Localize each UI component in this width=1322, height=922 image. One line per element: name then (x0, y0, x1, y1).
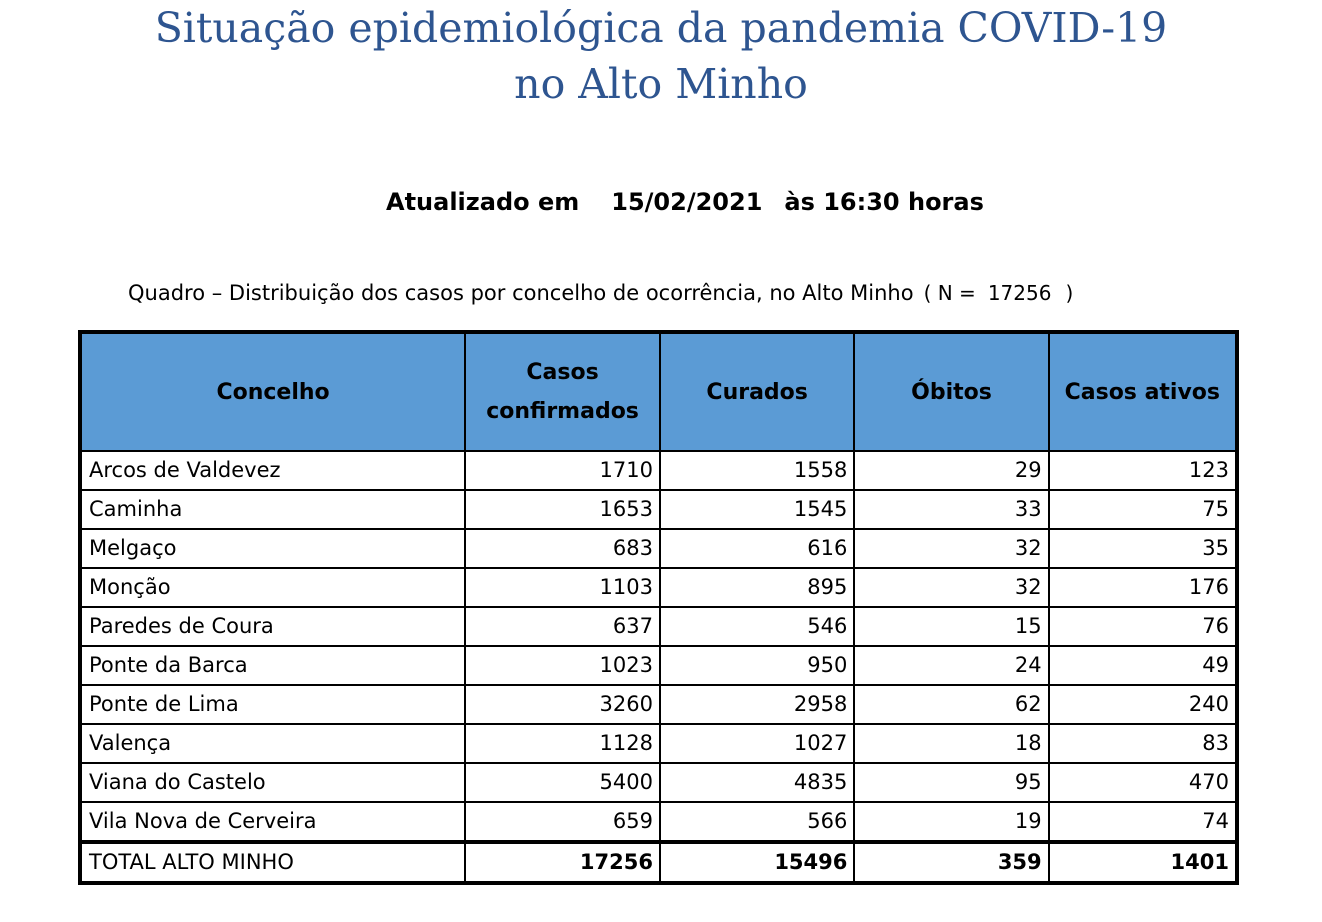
cell-curados: 546 (660, 607, 854, 646)
cell-confirmados: 3260 (465, 685, 660, 724)
table-row (80, 685, 1237, 724)
table-row (80, 646, 1237, 685)
header-casos-confirmados (465, 332, 660, 451)
cases-table (78, 330, 1239, 885)
cell-concelho: Melgaço (80, 529, 465, 568)
table-row (80, 607, 1237, 646)
cell-obitos: 62 (854, 685, 1048, 724)
cell-obitos: 95 (854, 763, 1048, 802)
cell-ativos: 76 (1049, 607, 1237, 646)
header-obitos: Óbitos (854, 332, 1048, 451)
table-row (80, 802, 1237, 842)
update-date: 15/02/2021 (611, 188, 763, 216)
cell-ativos: 35 (1049, 529, 1237, 568)
cell-confirmados: 5400 (465, 763, 660, 802)
table-total-row (80, 842, 1237, 883)
cell-concelho: Arcos de Valdevez (80, 451, 465, 490)
cell-obitos: 19 (854, 802, 1048, 842)
cell-obitos: 33 (854, 490, 1048, 529)
cell-ativos: 240 (1049, 685, 1237, 724)
table-row (80, 568, 1237, 607)
header-casos-ativos: Casos ativos (1049, 332, 1237, 451)
cell-obitos: 32 (854, 568, 1048, 607)
cell-concelho: Ponte de Lima (80, 685, 465, 724)
header-confirmados-line1: Casos (526, 360, 599, 385)
header-concelho: Concelho (80, 332, 465, 451)
cell-curados: 616 (660, 529, 854, 568)
page-title-line1: Situação epidemiológica da pandemia COVID-19 (154, 4, 1168, 52)
cell-confirmados: 1653 (465, 490, 660, 529)
table-caption (128, 281, 1073, 305)
cell-concelho: Paredes de Coura (80, 607, 465, 646)
cell-curados: 2958 (660, 685, 854, 724)
cell-curados: 566 (660, 802, 854, 842)
total-obitos: 359 (854, 842, 1048, 883)
update-prefix: Atualizado em (386, 188, 580, 216)
cell-obitos: 24 (854, 646, 1048, 685)
cell-confirmados: 1710 (465, 451, 660, 490)
cell-ativos: 49 (1049, 646, 1237, 685)
caption-n-close: ) (1065, 281, 1074, 305)
cell-confirmados: 1103 (465, 568, 660, 607)
cell-ativos: 83 (1049, 724, 1237, 763)
total-confirmados: 17256 (465, 842, 660, 883)
total-label: TOTAL ALTO MINHO (80, 842, 465, 883)
cell-confirmados: 683 (465, 529, 660, 568)
cell-curados: 1558 (660, 451, 854, 490)
header-confirmados-line2: confirmados (486, 399, 639, 424)
cell-concelho: Ponte da Barca (80, 646, 465, 685)
cell-ativos: 176 (1049, 568, 1237, 607)
cell-curados: 1545 (660, 490, 854, 529)
cell-ativos: 75 (1049, 490, 1237, 529)
header-curados: Curados (660, 332, 854, 451)
table-row (80, 724, 1237, 763)
cell-obitos: 18 (854, 724, 1048, 763)
cell-confirmados: 1128 (465, 724, 660, 763)
page-title-line2: no Alto Minho (514, 60, 808, 108)
cell-confirmados: 1023 (465, 646, 660, 685)
caption-text: Quadro – Distribuição dos casos por concelho de ocorrência, no Alto Minho (128, 281, 914, 305)
total-curados: 15496 (660, 842, 854, 883)
update-time: às 16:30 horas (784, 188, 984, 216)
cell-concelho: Caminha (80, 490, 465, 529)
cell-curados: 895 (660, 568, 854, 607)
cell-curados: 4835 (660, 763, 854, 802)
table-row (80, 529, 1237, 568)
cell-confirmados: 637 (465, 607, 660, 646)
cell-concelho: Viana do Castelo (80, 763, 465, 802)
cell-ativos: 74 (1049, 802, 1237, 842)
cell-curados: 950 (660, 646, 854, 685)
cell-ativos: 470 (1049, 763, 1237, 802)
table-row (80, 763, 1237, 802)
cell-obitos: 29 (854, 451, 1048, 490)
caption-n-label: ( N = (923, 281, 976, 305)
cell-confirmados: 659 (465, 802, 660, 842)
update-info (386, 188, 984, 216)
table-header-row (80, 332, 1237, 451)
caption-n-value: 17256 (987, 281, 1052, 305)
cell-obitos: 32 (854, 529, 1048, 568)
cell-concelho: Vila Nova de Cerveira (80, 802, 465, 842)
table-row (80, 451, 1237, 490)
cell-concelho: Valença (80, 724, 465, 763)
table-row (80, 490, 1237, 529)
cell-obitos: 15 (854, 607, 1048, 646)
page-title (0, 0, 1322, 112)
cell-concelho: Monção (80, 568, 465, 607)
total-ativos: 1401 (1049, 842, 1237, 883)
cell-ativos: 123 (1049, 451, 1237, 490)
cell-curados: 1027 (660, 724, 854, 763)
